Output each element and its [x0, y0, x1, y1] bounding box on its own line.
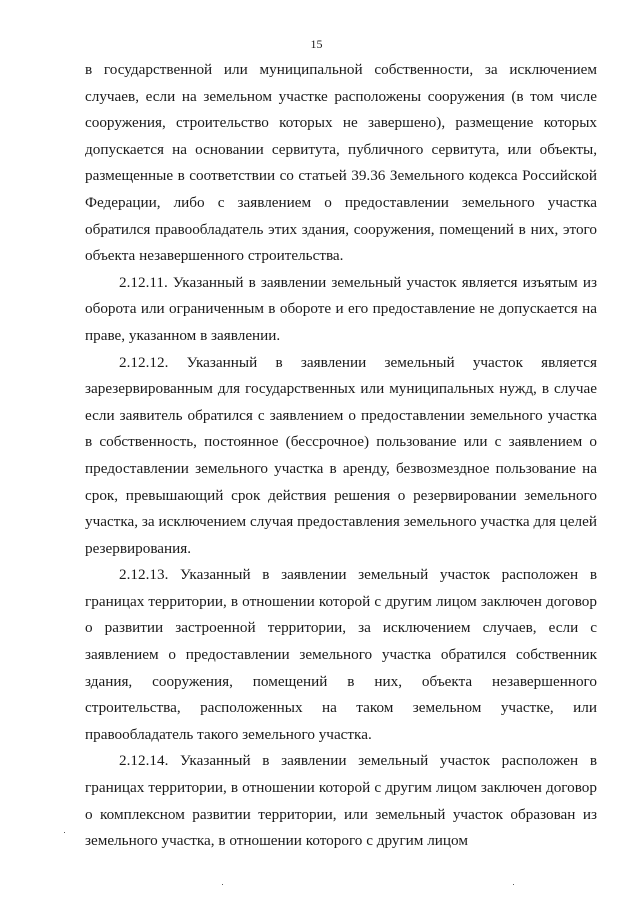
paragraph-2-12-11: 2.12.11. Указанный в заявлении земельный участок является изъятым из оборота или ограниченным в обороте и его предоставление не допускается на праве, указанном в заявлении. [85, 273, 597, 344]
paragraph-2-12-13: 2.12.13. Указанный в заявлении земельный участок расположен в границах территории, в отношении которой с другим лицом заключен договор о развитии застроенной территории, за исключением случаев, если с заявлением о предоставлении земельного участка обратился собственник здания, сооружения, помещений в них, объекта незавершенного строительства, расположенных на таком земельном участке, или правообладатель такого земельного участка. [85, 566, 597, 743]
page-number: 15 [310, 37, 323, 51]
paragraph-continuation: в государственной или муниципальной собственности, за исключением случаев, если на земельном участке расположены сооружения (в том числе сооружения, строительство которых не завершено), размещение которых допускается на основании сервитута, публичного сервитута, или объекты, размещенные в соответствии со статьей 39.36 Земельного кодекса Российской Федерации, либо с заявлением о предоставлении земельного участка обратился правообладатель этих здания, сооружения, помещений в них, этого объекта незавершенного строительства. [85, 61, 597, 265]
paragraph-2-12-14: 2.12.14. Указанный в заявлении земельный участок расположен в границах территории, в отношении которой с другим лицом заключен договор о комплексном развитии территории, или земельный участок образован из земельного участка, в отношении которого с другим лицом [85, 752, 597, 850]
scan-speck [513, 884, 514, 885]
paragraph-2-12-12: 2.12.12. Указанный в заявлении земельный участок является зарезервированным для государственных или муниципальных нужд, в случае если заявитель обратился с заявлением о предоставлении земельного участка в собственность, постоянное (бессрочное) пользование или с заявлением о предоставлении земельного участка в аренду, безвозмездное пользование на срок, превышающий срок действия решения о резервировании земельного участка, за исключением случая предоставления земельного участка для целей резервирования. [85, 353, 597, 557]
scan-speck [222, 884, 223, 885]
document-body [85, 57, 597, 855]
scan-speck [64, 832, 65, 833]
